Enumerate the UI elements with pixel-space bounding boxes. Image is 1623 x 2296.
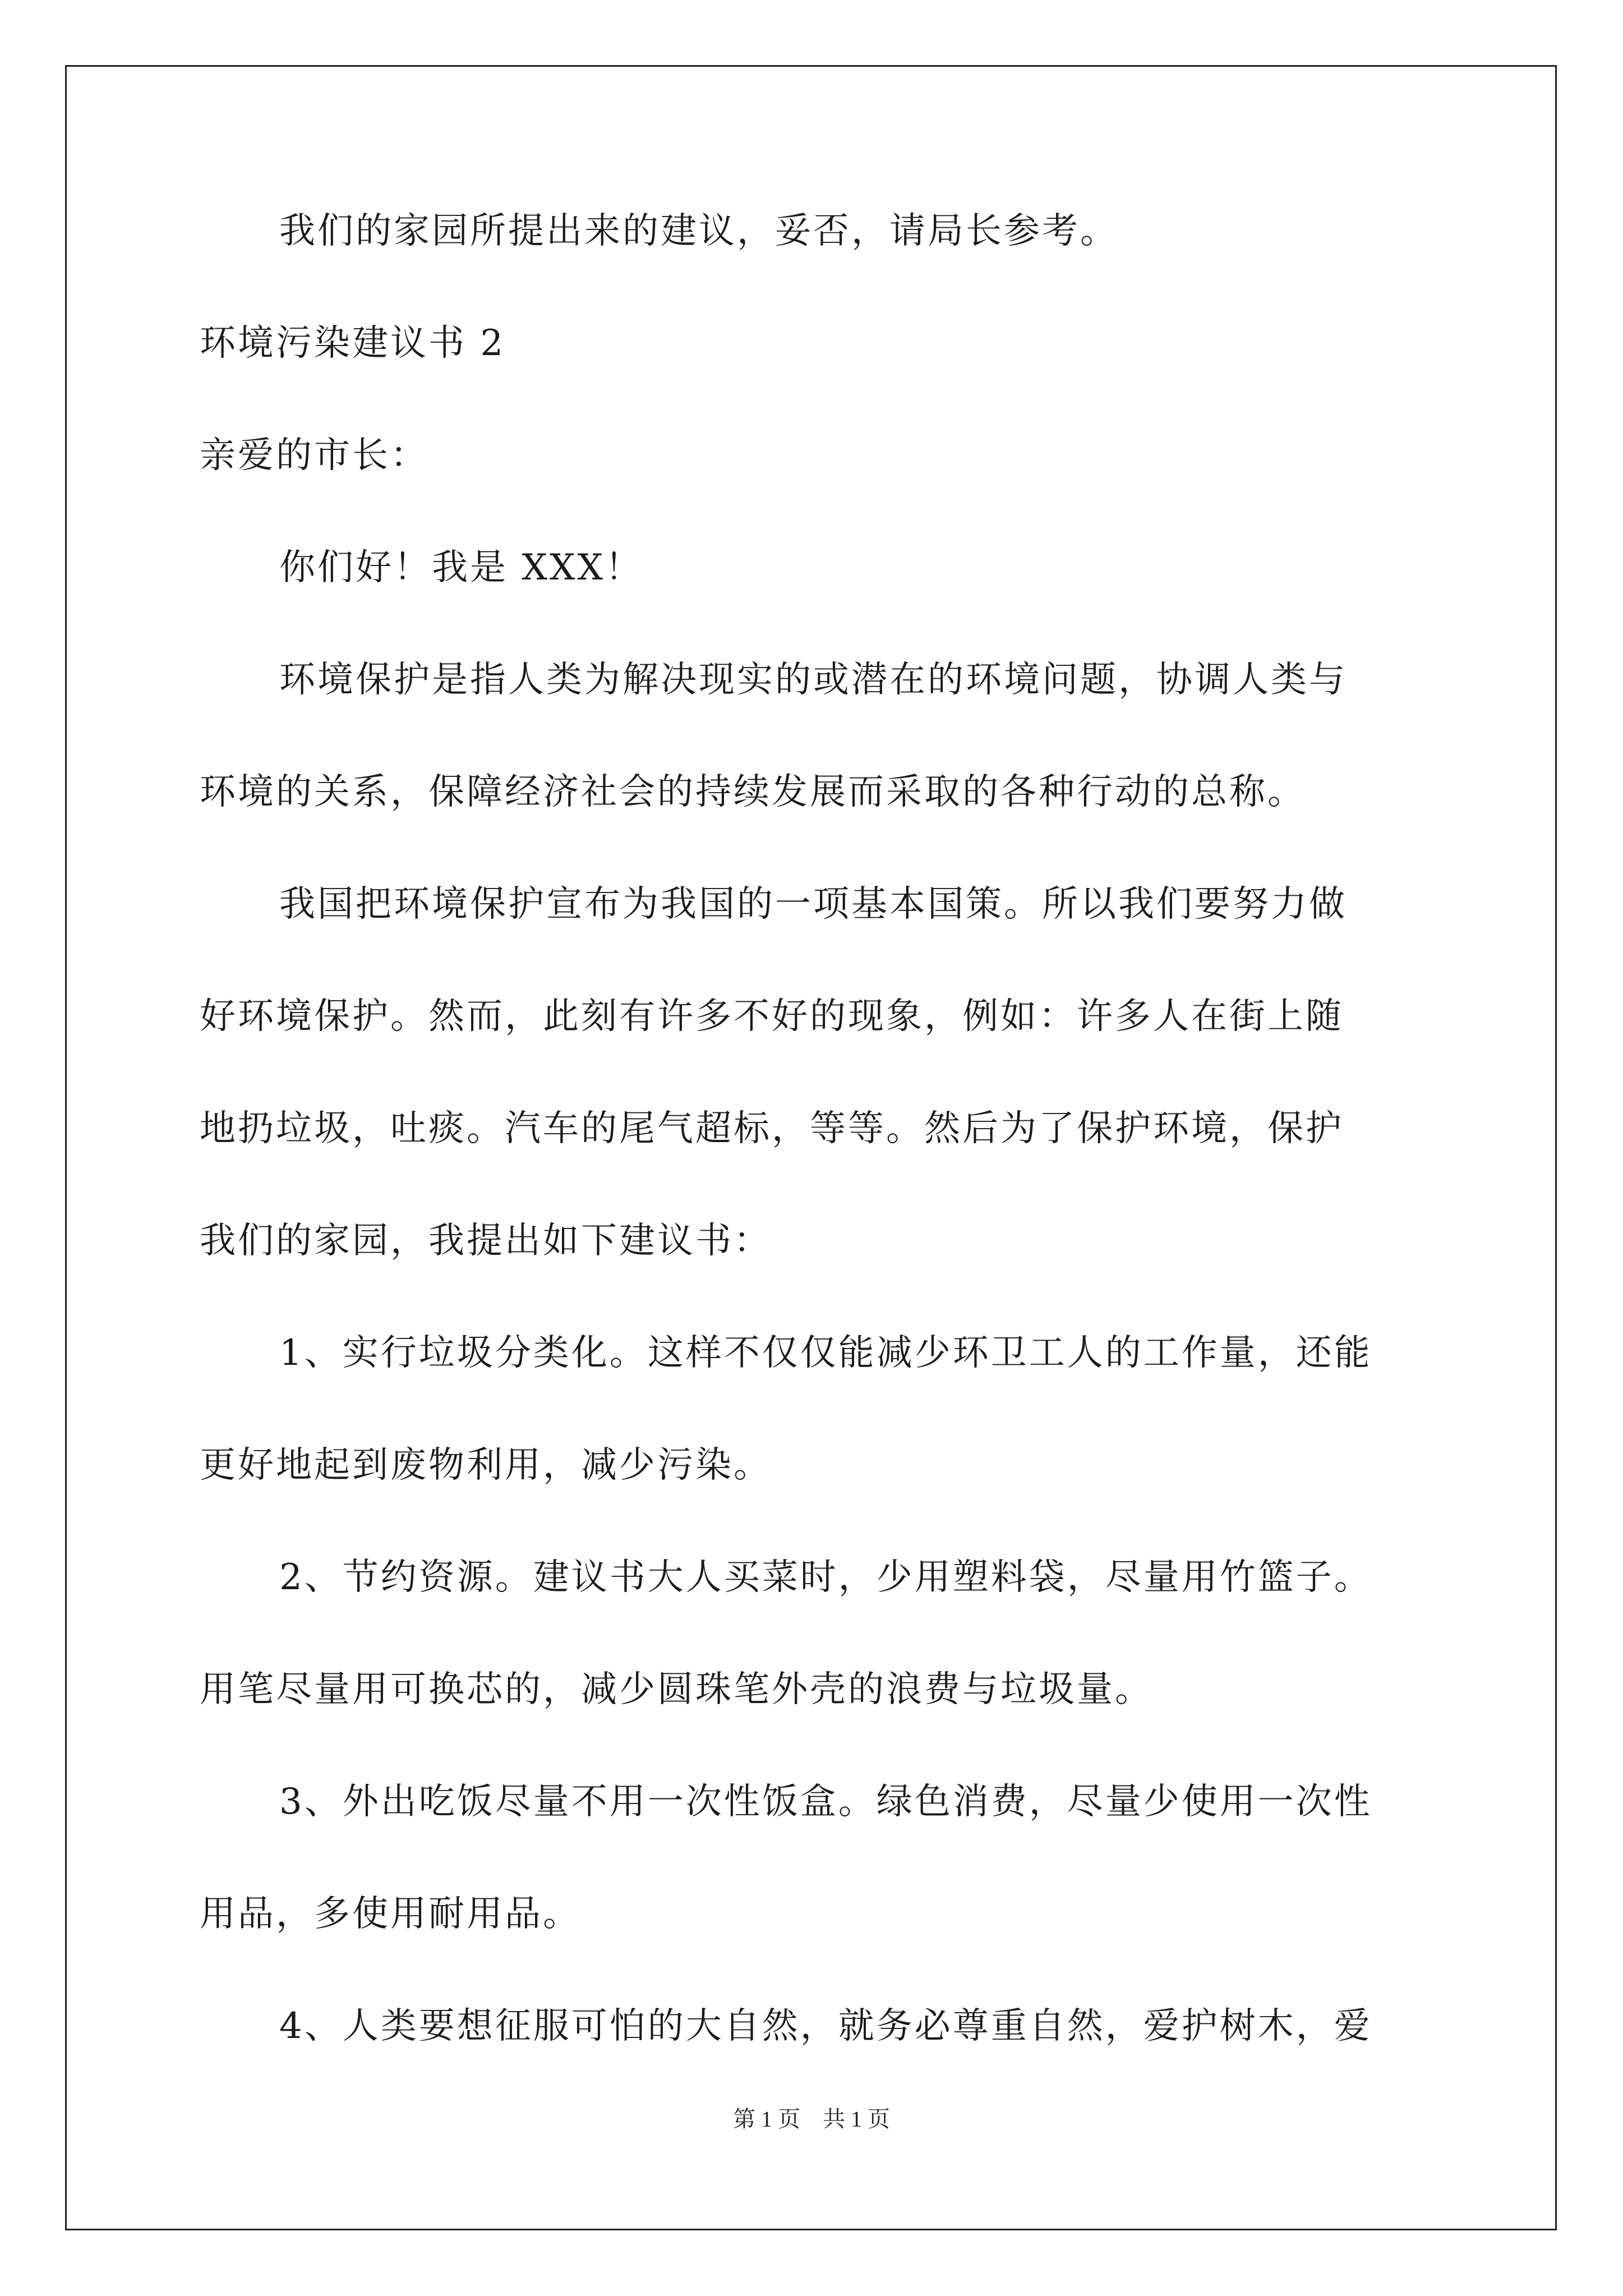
list-item-line: 2、节约资源。建议书大人买菜时，少用塑料袋，尽量用竹篮子。 [279,1557,1372,1598]
greeting-line: 你们好！我是 XXX！ [279,547,644,588]
paragraph-line: 环境的关系，保障经济社会的持续发展而采取的各种行动的总称。 [200,771,1306,813]
paragraph-line: 好环境保护。然而，此刻有许多不好的现象，例如：许多人在街上随 [200,996,1344,1037]
salutation: 亲爱的市长： [200,435,428,476]
list-item-line: 用品，多使用耐用品。 [200,1893,581,1935]
paragraph-line: 我们的家园，我提出如下建议书： [200,1220,772,1262]
paragraph-line: 我国把环境保护宣布为我国的一项基本国策。所以我们要努力做 [279,884,1347,925]
paragraph-line: 环境保护是指人类为解决现实的或潜在的环境问题，协调人类与 [279,659,1347,701]
list-item-line: 1、实行垃圾分类化。这样不仅仅能减少环卫工人的工作量，还能 [279,1332,1372,1374]
page-footer: 第 1 页 共 1 页 [733,2106,890,2132]
list-item-line: 3、外出吃饭尽量不用一次性饭盒。绿色消费，尽量少使用一次性 [279,1781,1372,1823]
list-item-line: 4、人类要想征服可怕的大自然，就务必尊重自然，爱护树木，爱 [279,2005,1372,2047]
paragraph-line: 地扔垃圾，吐痰。汽车的尾气超标，等等。然后为了保护环境，保护 [200,1108,1344,1149]
paragraph-line: 我们的家园所提出来的建议，妥否，请局长参考。 [279,210,1118,252]
list-item-line: 用笔尽量用可换芯的，减少圆珠笔外壳的浪费与垃圾量。 [200,1669,1153,1710]
section-title: 环境污染建议书 2 [200,323,506,364]
list-item-line: 更好地起到废物利用，减少污染。 [200,1444,772,1486]
